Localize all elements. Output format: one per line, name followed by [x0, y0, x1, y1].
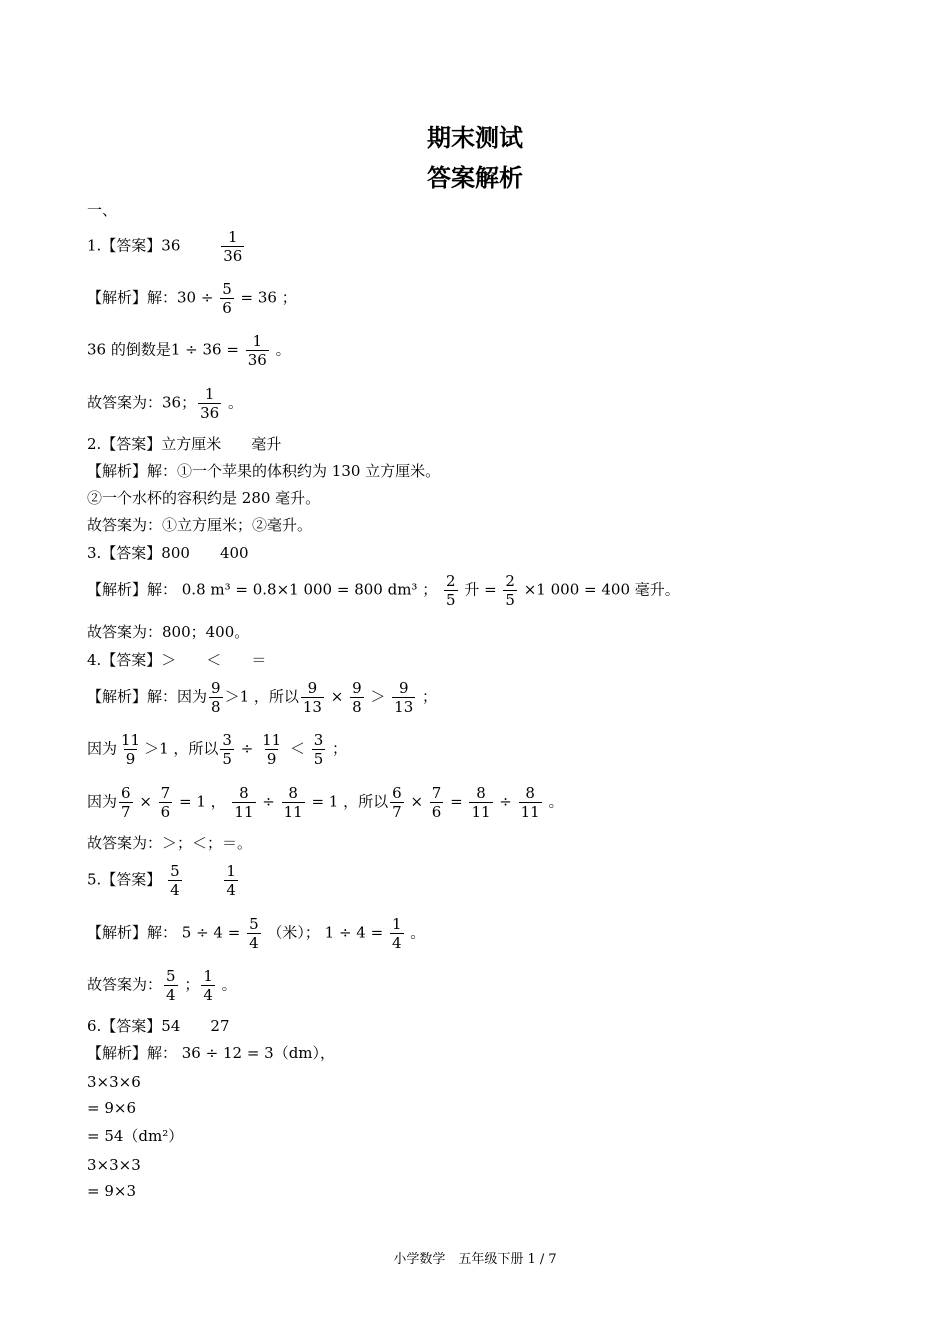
q4-analysis-2: 因为 $\frac{11}{9}$ ＞1 ，所以 $\frac{3}{5}$ ÷ $\frac{11}{9}$ ＜ $\frac{3}{5}$ ； — [87, 731, 348, 768]
q4-conclusion: 故答案为：＞；＜；＝。 — [87, 834, 253, 852]
q5-conclusion: 故答案为： $\frac{5}{4}$ ； $\frac{1}{4}$ 。 — [87, 967, 237, 1004]
page-footer: 小学数学 五年级下册 1 / 7 — [393, 1252, 557, 1267]
q1-reciprocal: 36 的倒数是1 ÷ 36 = $\frac{1}{36}$ 。 — [87, 332, 291, 369]
q2-line2: ②一个水杯的容积约是 280 毫升。 — [87, 489, 321, 507]
q1-conclusion: 故答案为：36； $\frac{1}{36}$ 。 — [87, 385, 243, 422]
page-subtitle: 答案解析 — [427, 164, 523, 192]
q6-step-2: = 9×6 — [87, 1099, 136, 1117]
q6-analysis: 【解析】解： 36 ÷ 12 = 3（dm）， — [87, 1044, 336, 1062]
q4-analysis-3: 因为 $\frac{6}{7}$ × $\frac{7}{6}$ = 1 ， $\frac{8}{11}$ ÷ $\frac{8}{11}$ = 1 ，所以 $\frac{6}{7}$ × $\frac{7}{6}$ = $\frac{8}{11}$ ÷ $\frac{8}{11}$ 。 — [87, 784, 564, 821]
q3-conclusion: 故答案为：800；400。 — [87, 623, 250, 641]
q6-step-4: 3×3×3 — [87, 1156, 141, 1174]
q4-analysis-1: 【解析】解：因为 $\frac{9}{8}$ ＞1 ，所以 $\frac{9}{13}$ × $\frac{9}{8}$ ＞ $\frac{9}{13}$ ； — [87, 679, 438, 716]
q4-answer: 4.【答案】＞ ＜ ＝ — [87, 651, 267, 669]
q2-answer: 2.【答案】立方厘米 毫升 — [87, 435, 282, 453]
q5-answer: 5.【答案】 $\frac{5}{4}$ $\frac{1}{4}$ — [87, 862, 236, 899]
section-heading: 一、 — [87, 201, 118, 219]
q3-answer: 3.【答案】800 400 — [87, 544, 249, 562]
q1-answer: 1.【答案】36 $\frac{1}{36}$ — [87, 228, 243, 265]
q1-analysis: 【解析】解：30 ÷ $\frac{5}{6}$ = 36 ； — [87, 280, 297, 317]
q6-step-5: = 9×3 — [87, 1182, 136, 1200]
page-title: 期末测试 — [427, 124, 523, 152]
q6-step-1: 3×3×6 — [87, 1073, 141, 1091]
q2-conclusion: 故答案为：①立方厘米；②毫升。 — [87, 516, 313, 534]
q6-step-3: = 54（dm²） — [87, 1127, 184, 1145]
q6-answer: 6.【答案】54 27 — [87, 1017, 230, 1035]
q5-analysis: 【解析】解： 5 ÷ 4 = $\frac{5}{4}$ （米）； 1 ÷ 4 = $\frac{1}{4}$ 。 — [87, 915, 426, 952]
q2-analysis: 【解析】解：①一个苹果的体积约为 130 立方厘米。 — [87, 462, 441, 480]
q3-analysis: 【解析】解： 0.8 m³ = 0.8×1 000 = 800 dm³ ； $\frac{2}{5}$ 升 = $\frac{2}{5}$ ×1 000 = 400 毫升。 — [87, 572, 680, 609]
